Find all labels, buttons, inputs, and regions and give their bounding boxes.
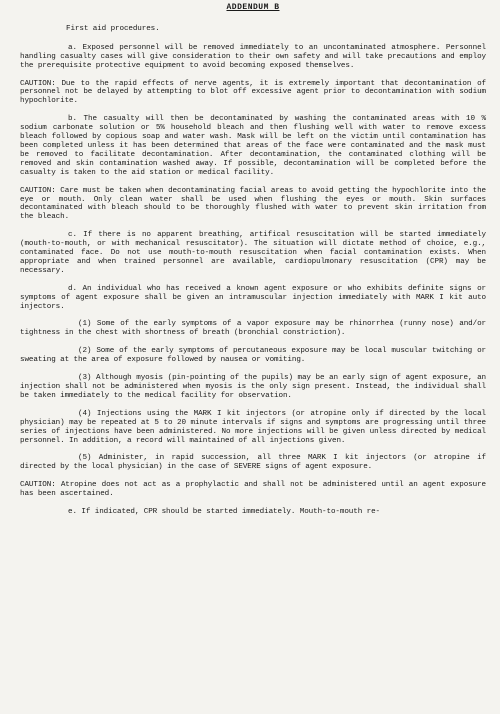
intro-heading: First aid procedures.: [66, 24, 160, 33]
caution-3: CAUTION: Atropine does not act as a prophylactic and shall not be administered until an agent exposure has been ascertained.: [20, 481, 486, 499]
paragraph-b: b. The casualty will then be decontaminated by washing the contaminated areas with 10 % sodium carbonate solution or 5% household bleach and then flushing well with water to remove excess bleach followed by copious soap and water wash. Mask will be left on the victim until contamination has been completed unless it has been determined that areas of the face were contaminated and the mask must be removed to facilitate decontamination. After decontamination, the contaminated clothing will be removed and skin contamination washed away. If possible, decontamination will be completed before the casualty is taken to the aid station or medical facility.: [20, 115, 486, 177]
paragraph-e: e. If indicated, CPR should be started immediately. Mouth-to-mouth re-: [68, 508, 380, 517]
paragraph-c: c. If there is no apparent breathing, artifical resuscitation will be started immediately (mouth-to-mouth, or with mechanical resuscitator). The situation will dictate method of choice, e.g., contaminated face. Do not use mouth-to-mouth resuscitation when facial contamination exists. When appropriate and when trained personnel are available, cardiopulmonary resuscitation (CPR) may be necessary.: [20, 231, 486, 275]
caution-1: CAUTION: Due to the rapid effects of nerve agents, it is extremely important that decontamination of personnel not be delayed by attempting to blot off excessive agent prior to decontamination with sodium hypochlorite.: [20, 79, 486, 106]
caution-2: CAUTION: Care must be taken when decontaminating facial areas to avoid getting the hypochlorite into the eye or mouth. Only clean water shall be used when flushing the eyes or mouth. Skin surfaces decontaminated with bleach should to be thoroughly flushed with water to prevent skin irritation from the bleach.: [20, 186, 486, 222]
page-header: ADDENDUM B: [226, 3, 280, 12]
paragraph-d: d. An individual who has received a known agent exposure or who exhibits definite signs or symptoms of agent exposure shall be given an intramuscular injection immediately with MARK I kit auto injectors.: [20, 284, 486, 311]
subparagraph-3: (3) Although myosis (pin-pointing of the pupils) may be an early sign of agent exposure, an injection shall not be administered when myosis is the only sign present. Instead, the individual shall be taken immediately to the medical facility for observation.: [20, 374, 486, 400]
subparagraph-4: (4) Injections using the MARK I kit injectors (or atropine only if directed by the local physician) may be repeated at 5 to 20 minute intervals if signs and symptoms are progressing until three series of injections have been administered. No more injections will be given unless directed by medical personnel. In addition, a record will maintained of all injections given.: [20, 409, 486, 445]
subparagraph-2: (2) Some of the early symptoms of percutaneous exposure may be local muscular twitching or sweating at the area of exposure followed by nausea or vomiting.: [20, 347, 486, 365]
subparagraph-5: (5) Administer, in rapid succession, all three MARK I kit injectors (or atropine if directed by the local physician) in the case of SEVERE signs of agent exposure.: [20, 454, 486, 472]
subparagraph-1: (1) Some of the early symptoms of a vapor exposure may be rhinorrhea (runny nose) and/or tightness in the chest with shortness of breath (bronchial constriction).: [20, 320, 486, 338]
paragraph-a: a. Exposed personnel will be removed immediately to an uncontaminated atmosphere. Personnel handling casualty cases will give consideration to their own safety and will take precautions and employ the prerequisite protective equipment to avoid becoming exposed themselves.: [20, 43, 486, 70]
